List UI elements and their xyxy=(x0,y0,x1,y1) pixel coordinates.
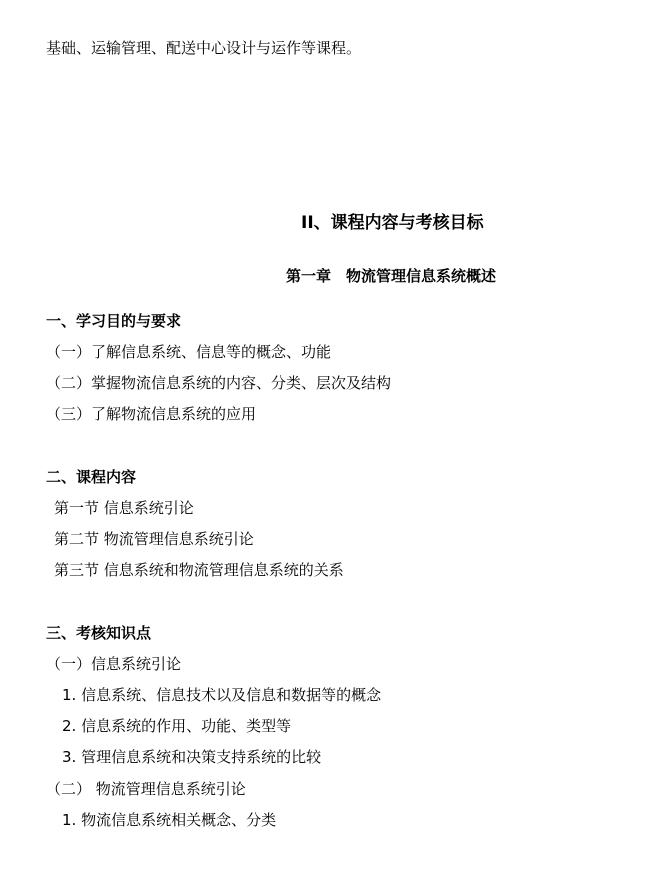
intro-tail-paragraph: 基础、运输管理、配送中心设计与运作等课程。 xyxy=(46,39,362,57)
knowledge-heading: 三、考核知识点 xyxy=(46,624,152,642)
goals-item: （三）了解物流信息系统的应用 xyxy=(46,405,257,423)
knowledge-item: 2. 信息系统的作用、功能、类型等 xyxy=(62,717,292,735)
content-heading: 二、课程内容 xyxy=(46,468,137,486)
goals-item: （一）了解信息系统、信息等的概念、功能 xyxy=(46,343,332,361)
goals-heading: 一、学习目的与要求 xyxy=(46,312,182,330)
knowledge-subheading: （一）信息系统引论 xyxy=(46,655,182,673)
knowledge-item: 1. 信息系统、信息技术以及信息和数据等的概念 xyxy=(62,686,382,704)
part-title: II、课程内容与考核目标 xyxy=(301,213,484,233)
knowledge-item: 1. 物流信息系统相关概念、分类 xyxy=(62,811,277,829)
knowledge-item: 3. 管理信息系统和决策支持系统的比较 xyxy=(62,748,322,766)
knowledge-subheading: （二） 物流管理信息系统引论 xyxy=(46,780,246,798)
chapter-title: 第一章 物流管理信息系统概述 xyxy=(286,267,497,285)
goals-item: （二）掌握物流信息系统的内容、分类、层次及结构 xyxy=(46,374,392,392)
content-item: 第二节 物流管理信息系统引论 xyxy=(54,530,254,548)
content-item: 第一节 信息系统引论 xyxy=(54,499,194,517)
content-item: 第三节 信息系统和物流管理信息系统的关系 xyxy=(54,561,344,579)
